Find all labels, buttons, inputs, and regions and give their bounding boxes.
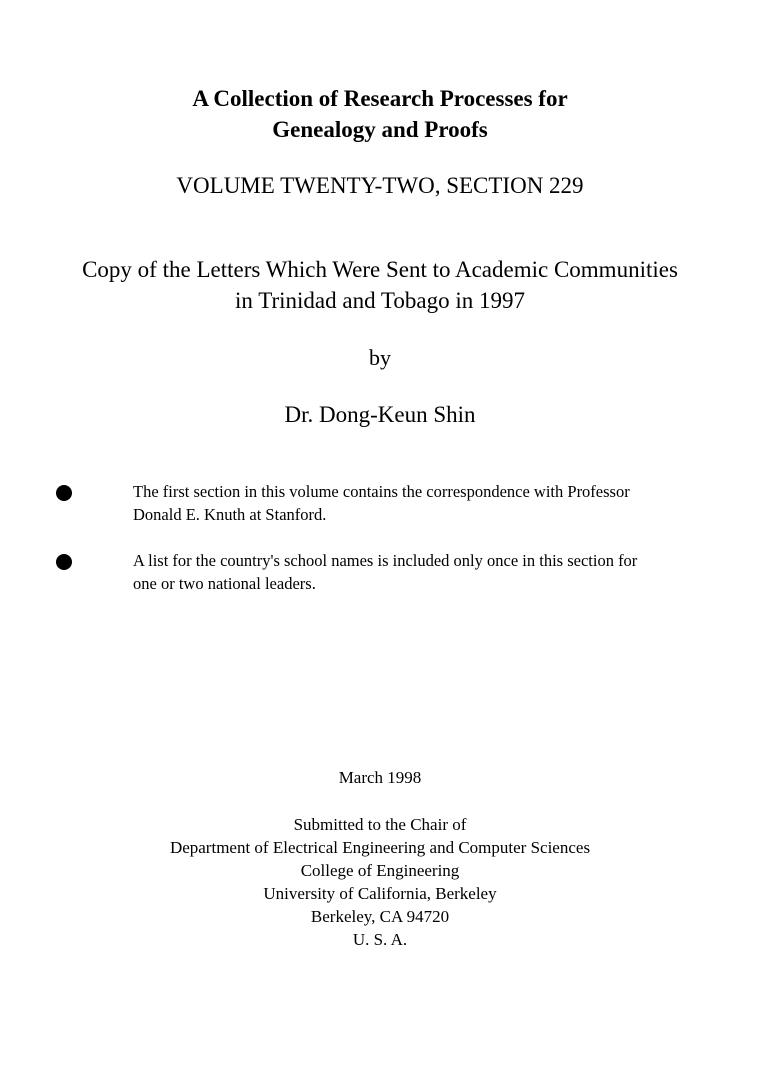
bullet-text-1 <box>133 480 733 526</box>
bullet-text-2 <box>133 549 733 595</box>
footer-submitted: Submitted to the Chair of <box>293 815 467 834</box>
footer-department: Department of Electrical Engineering and Computer Sciences <box>169 838 591 857</box>
author-name: Dr. Dong-Keun Shin <box>284 402 476 427</box>
subject-line-1: Copy of the Letters Which Were Sent to Academic Communities <box>82 257 678 282</box>
bullet-2-line-2: one or two national leaders. <box>133 574 316 593</box>
footer-university: University of California, Berkeley <box>263 884 497 903</box>
bullet-dot-icon <box>56 485 72 501</box>
volume-heading: VOLUME TWENTY-TWO, SECTION 229 <box>176 173 584 198</box>
footer-city: Berkeley, CA 94720 <box>310 907 450 926</box>
by-label: by <box>369 345 391 370</box>
bullet-1-line-2: Donald E. Knuth at Stanford. <box>133 505 327 524</box>
bullet-1-line-1: The first section in this volume contains the correspondence with Professor <box>133 482 630 501</box>
title-line-1: A Collection of Research Processes for <box>192 86 568 111</box>
footer-college: College of Engineering <box>300 861 460 880</box>
footer-date: March 1998 <box>338 768 422 787</box>
title-line-2: Genealogy and Proofs <box>272 117 488 142</box>
bullet-dot-icon <box>56 554 72 570</box>
footer-country: U. S. A. <box>352 930 408 949</box>
subject-line-2: in Trinidad and Tobago in 1997 <box>235 288 525 313</box>
bullet-2-line-1: A list for the country's school names is included only once in this section for <box>133 551 638 570</box>
